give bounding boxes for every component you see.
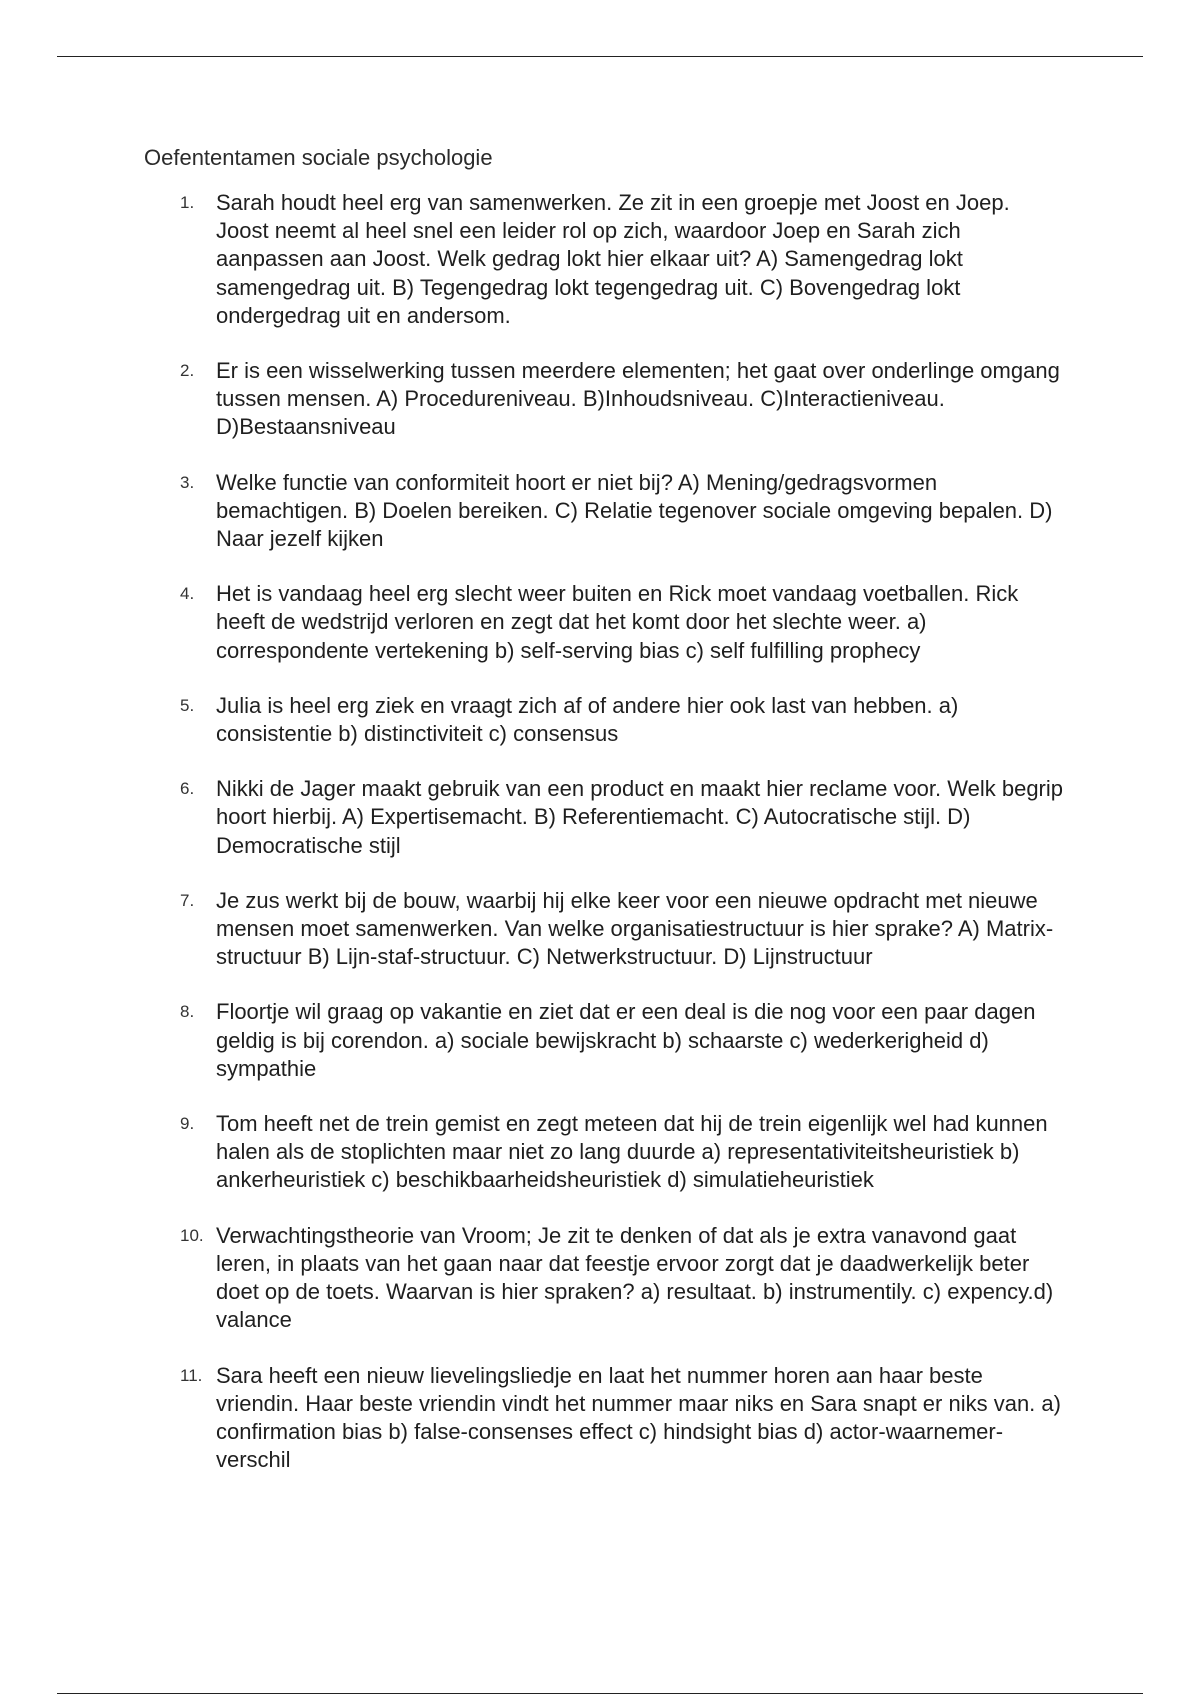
question-item (144, 189, 1064, 330)
question-text: Tom heeft net de trein gemist en zegt meteen dat hij de trein eigenlijk wel had kunnen halen als de stoplichten maar niet zo lang duurde a) representativiteitsheuristiek b) ankerheuristiek c) beschikbaarheidsheuristiek d) simulatieheuristiek (216, 1111, 1048, 1193)
question-number: 3. (180, 472, 195, 492)
question-text: Verwachtingstheorie van Vroom; Je zit te denken of dat als je extra vanavond gaat leren, in plaats van het gaan naar dat feestje ervoor zorgt dat je daadwerkelijk beter doet op de toets. Waarvan is hier spraken? a) resultaat. b) instrumentily. c) expency.d) valance (216, 1222, 1054, 1333)
question-item (144, 887, 1064, 972)
question-text: Julia is heel erg ziek en vraagt zich af of andere hier ook last van hebben. a) consistentie b) distinctiviteit c) consensus (216, 692, 959, 747)
question-item (144, 580, 1064, 665)
question-item (144, 469, 1064, 554)
question-text: Je zus werkt bij de bouw, waarbij hij elke keer voor een nieuwe opdracht met nieuwe mensen moet samenwerken. Van welke organisatiestructuur is hier sprake? A) Matrix-structuur B) Lijn-staf-structuur. C) Netwerkstructuur. D) Lijnstructuur (216, 887, 1054, 970)
question-text: Floortje wil graag op vakantie en ziet dat er een deal is die nog voor een paar dagen geldig is bij corendon. a) sociale bewijskracht b) schaarste c) wederkerigheid d) sympathie (216, 999, 1036, 1081)
question-text: Sarah houdt heel erg van samenwerken. Ze zit in een groepje met Joost en Joep. Joost neemt al heel snel een leider rol op zich, waardoor Joep en Sarah zich aanpassen aan Joost. Welk gedrag lokt hier elkaar uit? A) Samengedrag lokt samengedrag uit. B) Tegengedrag lokt tegengedrag uit. C) Bovengedrag lokt ondergedrag uit en andersom. (216, 190, 1010, 328)
question-text: Welke functie van conformiteit hoort er niet bij? A) Mening/gedragsvormen bemachtigen. B) Doelen bereiken. C) Relatie tegenover sociale omgeving bepalen. D) Naar jezelf kijken (216, 469, 1053, 552)
question-item (144, 1222, 1064, 1335)
question-number: 2. (180, 361, 195, 381)
question-text: Sara heeft een nieuw lievelingsliedje en laat het nummer horen aan haar beste vriendin. Haar beste vriendin vindt het nummer maar niks en Sara snapt er niks van. a) confirmation bias b) false-consenses effect c) hindsight bias d) actor-waarnemer-verschil (216, 1362, 1061, 1473)
question-number: 5. (180, 695, 195, 715)
question-item (144, 1110, 1064, 1195)
question-number: 10. (180, 1225, 204, 1245)
question-item (144, 998, 1064, 1083)
question-list (144, 189, 1064, 1501)
question-number: 7. (180, 890, 195, 910)
question-text: Nikki de Jager maakt gebruik van een product en maakt hier reclame voor. Welk begrip hoort hierbij. A) Expertisemacht. B) Referentiemacht. C) Autocratische stijl. D) Democratische stijl (216, 776, 1064, 858)
question-number: 8. (180, 1002, 195, 1022)
document-title: Oefententamen sociale psychologie (144, 145, 493, 170)
footer-rule (57, 1693, 1143, 1694)
question-text: Het is vandaag heel erg slecht weer buiten en Rick moet vandaag voetballen. Rick heeft de wedstrijd verloren en zegt dat het komt door het slechte weer. a) correspondente vertekening b) self-serving bias c) self fulfilling prophecy (216, 581, 1019, 663)
question-number: 4. (180, 584, 195, 604)
question-number: 11. (180, 1365, 203, 1385)
question-item (144, 357, 1064, 442)
question-number: 6. (180, 779, 195, 799)
question-text: Er is een wisselwerking tussen meerdere elementen; het gaat over onderlinge omgang tussen mensen. A) Procedureniveau. B)Inhoudsniveau. C)Interactieniveau. D)Bestaansniveau (216, 358, 1060, 440)
question-item (144, 692, 1064, 748)
question-item (144, 775, 1064, 860)
question-number: 1. (180, 193, 195, 212)
question-item (144, 1362, 1064, 1475)
question-number: 9. (180, 1114, 195, 1134)
header-rule (57, 56, 1143, 57)
